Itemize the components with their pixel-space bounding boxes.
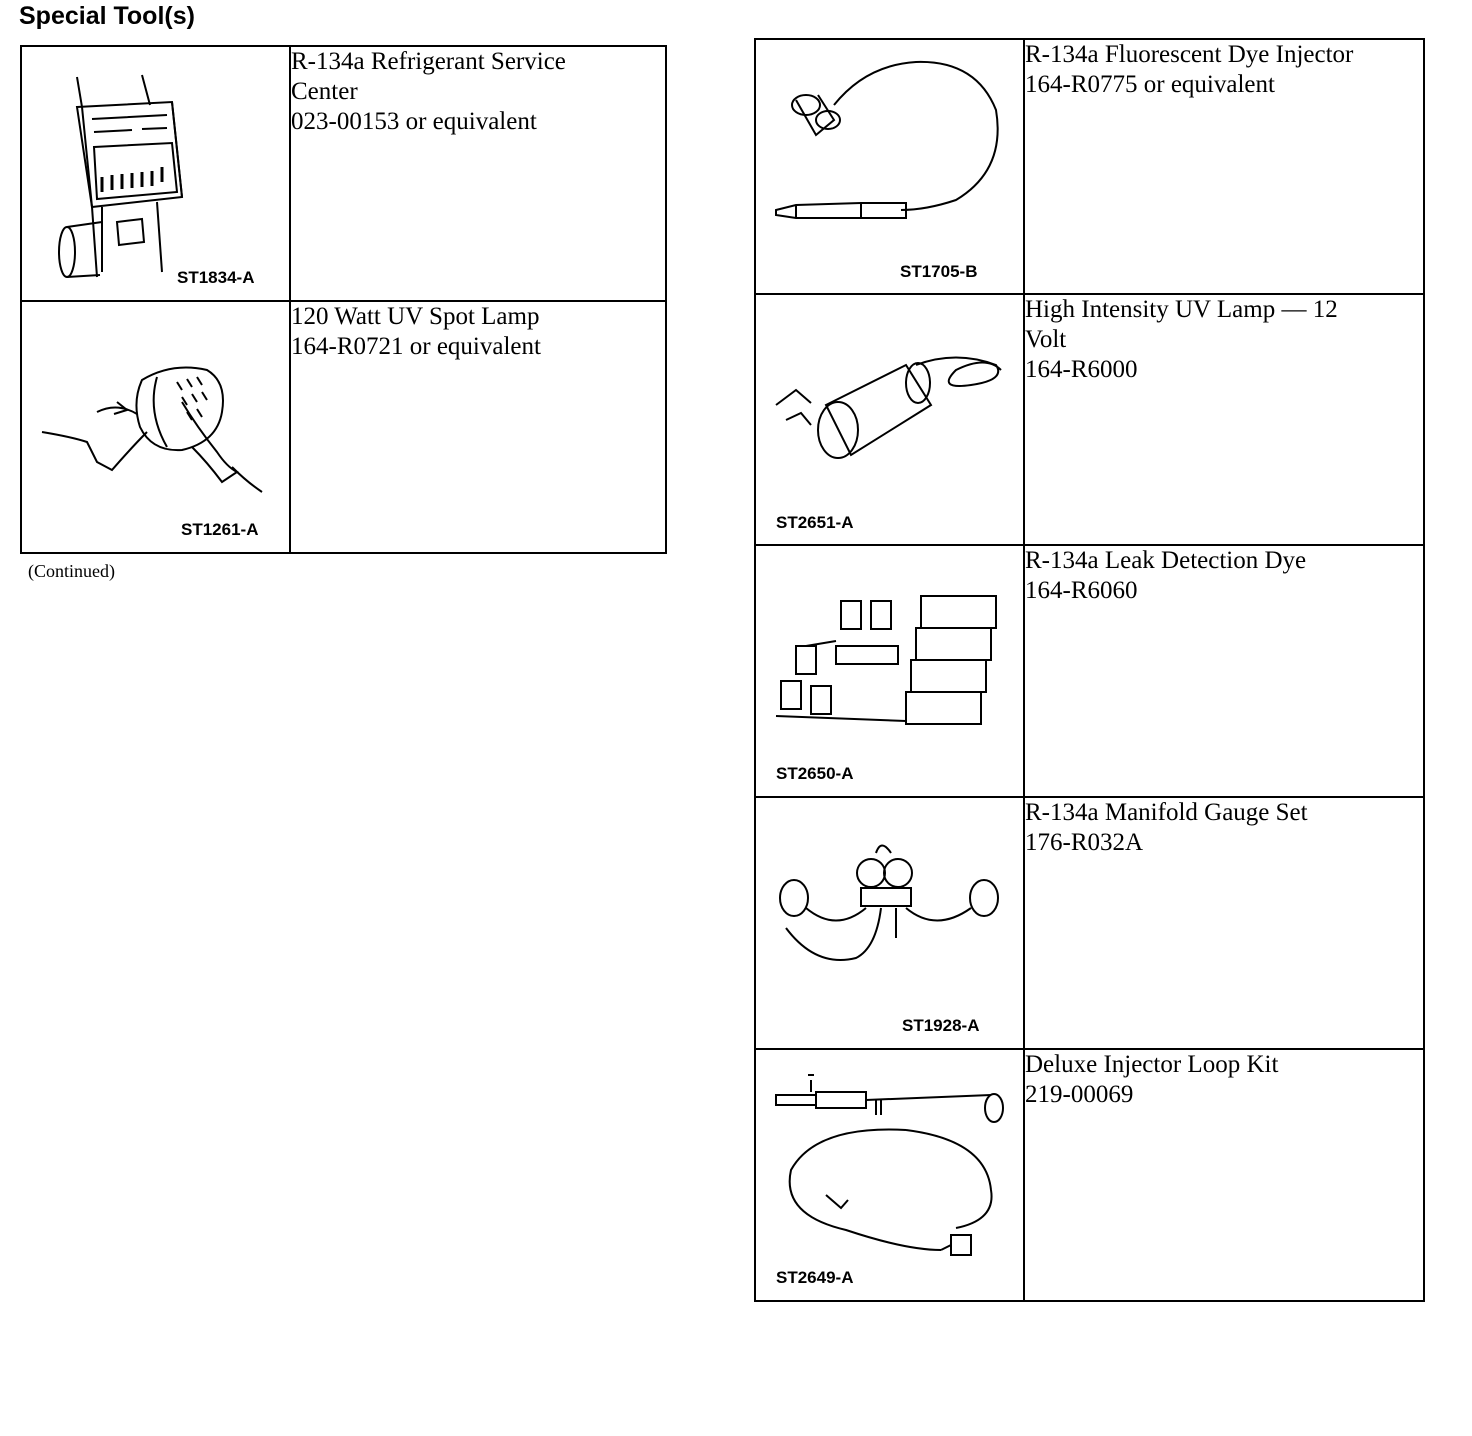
manifold-gauge-set-illustration — [756, 798, 1023, 1050]
table-row — [755, 545, 1424, 797]
tool-description-cell — [290, 46, 666, 301]
tool-code: ST2649-A — [776, 1268, 854, 1287]
tool-image-cell — [755, 1049, 1024, 1301]
tool-name: 120 Watt UV Spot Lamp — [291, 303, 540, 330]
leak-detection-dye-illustration — [756, 546, 1023, 798]
tools-table-left — [20, 45, 667, 554]
dye-injector-illustration — [756, 40, 1023, 295]
tool-part-number: 219-00069 — [1025, 1081, 1134, 1108]
tool-name: R-134a Manifold Gauge Set — [1025, 799, 1308, 826]
tool-image-cell — [755, 545, 1024, 797]
tool-description-cell — [1024, 1049, 1424, 1301]
tool-name: R-134a Refrigerant Service Center — [291, 48, 566, 105]
tool-code: ST2651-A — [776, 513, 854, 532]
table-row — [21, 46, 666, 301]
tool-image-cell — [755, 294, 1024, 545]
tool-code: ST1705-B — [900, 262, 978, 281]
injector-loop-kit-illustration — [756, 1050, 1023, 1302]
tool-name: R-134a Fluorescent Dye Injector — [1025, 41, 1354, 68]
tool-part-number: 164-R0721 or equivalent — [291, 333, 541, 360]
tool-code: ST1834-A — [177, 268, 255, 287]
tool-name: High Intensity UV Lamp — 12 Volt — [1025, 296, 1338, 353]
tool-code: ST1928-A — [902, 1016, 980, 1035]
tool-code: ST1261-A — [181, 520, 259, 539]
uv-spot-lamp-illustration — [22, 302, 289, 554]
tool-part-number: 164-R6060 — [1025, 577, 1138, 604]
table-row — [755, 797, 1424, 1049]
tool-image-cell — [755, 39, 1024, 294]
tool-description-cell — [290, 301, 666, 553]
tool-part-number: 023-00153 or equivalent — [291, 108, 537, 135]
tool-description-cell — [1024, 294, 1424, 545]
tools-table-right — [754, 38, 1425, 1302]
tool-description-cell — [1024, 797, 1424, 1049]
table-row — [755, 294, 1424, 545]
tool-description-cell — [1024, 39, 1424, 294]
tool-part-number: 164-R6000 — [1025, 356, 1138, 383]
tool-description-cell — [1024, 545, 1424, 797]
uv-lamp-12v-illustration — [756, 295, 1023, 546]
tool-image-cell — [21, 301, 290, 553]
tool-name: Deluxe Injector Loop Kit — [1025, 1051, 1279, 1078]
tool-image-cell — [755, 797, 1024, 1049]
table-row — [755, 39, 1424, 294]
tool-name: R-134a Leak Detection Dye — [1025, 547, 1307, 574]
refrigerant-service-center-illustration — [22, 47, 289, 302]
table-row — [21, 301, 666, 553]
tool-part-number: 176-R032A — [1025, 829, 1144, 856]
page-title: Special Tool(s) — [19, 2, 195, 30]
tool-part-number: 164-R0775 or equivalent — [1025, 71, 1275, 98]
table-row — [755, 1049, 1424, 1301]
tool-image-cell — [21, 46, 290, 301]
tool-code: ST2650-A — [776, 764, 854, 783]
continued-note: (Continued) — [28, 561, 115, 581]
